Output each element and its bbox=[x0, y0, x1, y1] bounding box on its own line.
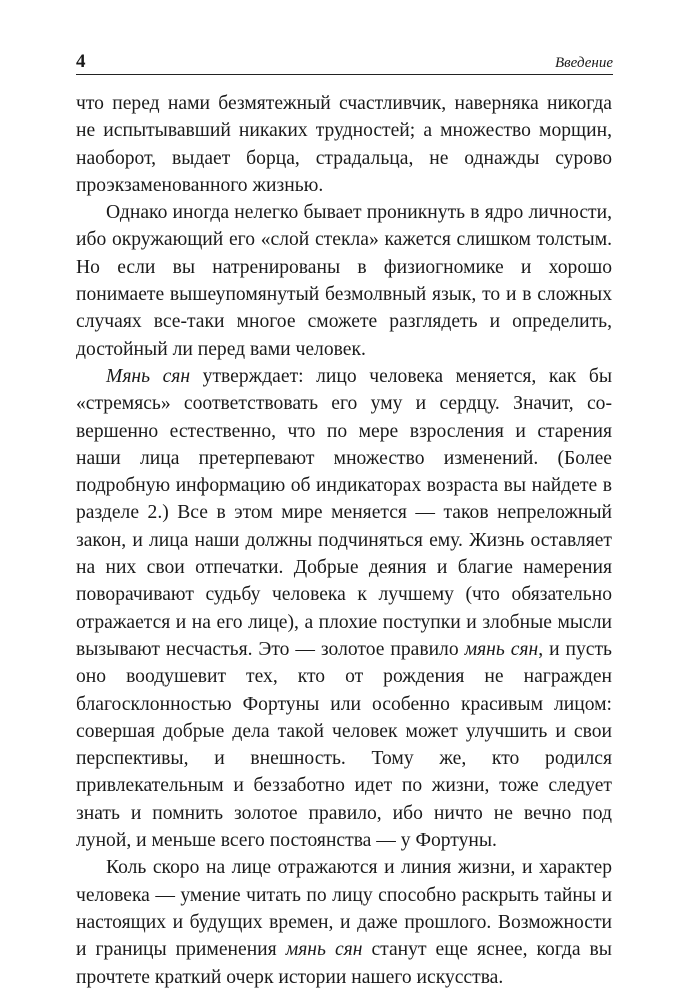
italic-term: Мянь сян bbox=[106, 365, 191, 387]
paragraph bbox=[76, 199, 612, 363]
paragraph bbox=[76, 363, 612, 854]
text-segment: что перед нами безмятежный счастливчик, наверняка никогда не испытывавший никаких трудностей; а множество морщин, наоборот, выдает борца, страдальца, не однажды сурово проэкзаменованного жизнью. bbox=[76, 93, 612, 196]
body-text bbox=[76, 90, 612, 991]
page-number: 4 bbox=[76, 51, 86, 72]
page-header bbox=[76, 52, 613, 75]
text-segment: , и пусть оно воодушевит тех, кто от рождения не награжден благосклонностью Фортуны или особенно красивым лицом: совершая добрые дела такой человек может улучшить и свои перспективы, и внешность. Тому же, кто родился привлекательным и беззаботно идет по жизни, тоже следует знать и помнить золотое правило, ибо ничто не вечно под луной, и меньше всего постоянства — у Фортуны. bbox=[76, 638, 612, 852]
text-segment: утверждает: лицо человека меняется, как бы «стремясь» соответствовать его уму и сердцу. Значит, совершенно естественно, что по мере взросления и старения наши лица претерпевают множество изменений. (Более подробную информацию об индикаторах возраста вы найдете в разделе 2.) Все в этом мире меняется — таков непреложный закон, и лица наши должны подчиняться ему. Жизнь оставляет на них свои отпечатки. Добрые деяния и благие намерения поворачивают судьбу человека к лучшему (что обязательно отражается и на его лице), а плохие поступки и злобные мысли вызывают несчастья. Это — золотое правило bbox=[76, 365, 612, 660]
paragraph bbox=[76, 854, 612, 990]
italic-term: мянь сян bbox=[285, 939, 363, 961]
paragraph bbox=[76, 90, 612, 199]
text-segment: Однако иногда нелегко бывает проникнуть в ядро личности, ибо окружающий его «слой стекла» кажется слишком толстым. Но если вы натренированы в физиогномике и хорошо понимаете вышеупомянутый безмолвный язык, то и в сложных случаях все-таки многое сможете разглядеть и определить, достойный ли перед вами человек. bbox=[76, 202, 612, 360]
text-segment: Коль скоро на лице отражаются и линия жизни, и характер человека — умение читать по лицу способно раскрыть тайны и настоящих и будущих времен, и даже прошлого. Возможности и границы применения bbox=[76, 857, 612, 961]
italic-term: мянь сян bbox=[464, 638, 539, 660]
running-head: Введение bbox=[555, 55, 613, 71]
text-segment: станут еще яснее, когда вы прочтете краткий очерк истории нашего искусства. bbox=[76, 939, 612, 988]
